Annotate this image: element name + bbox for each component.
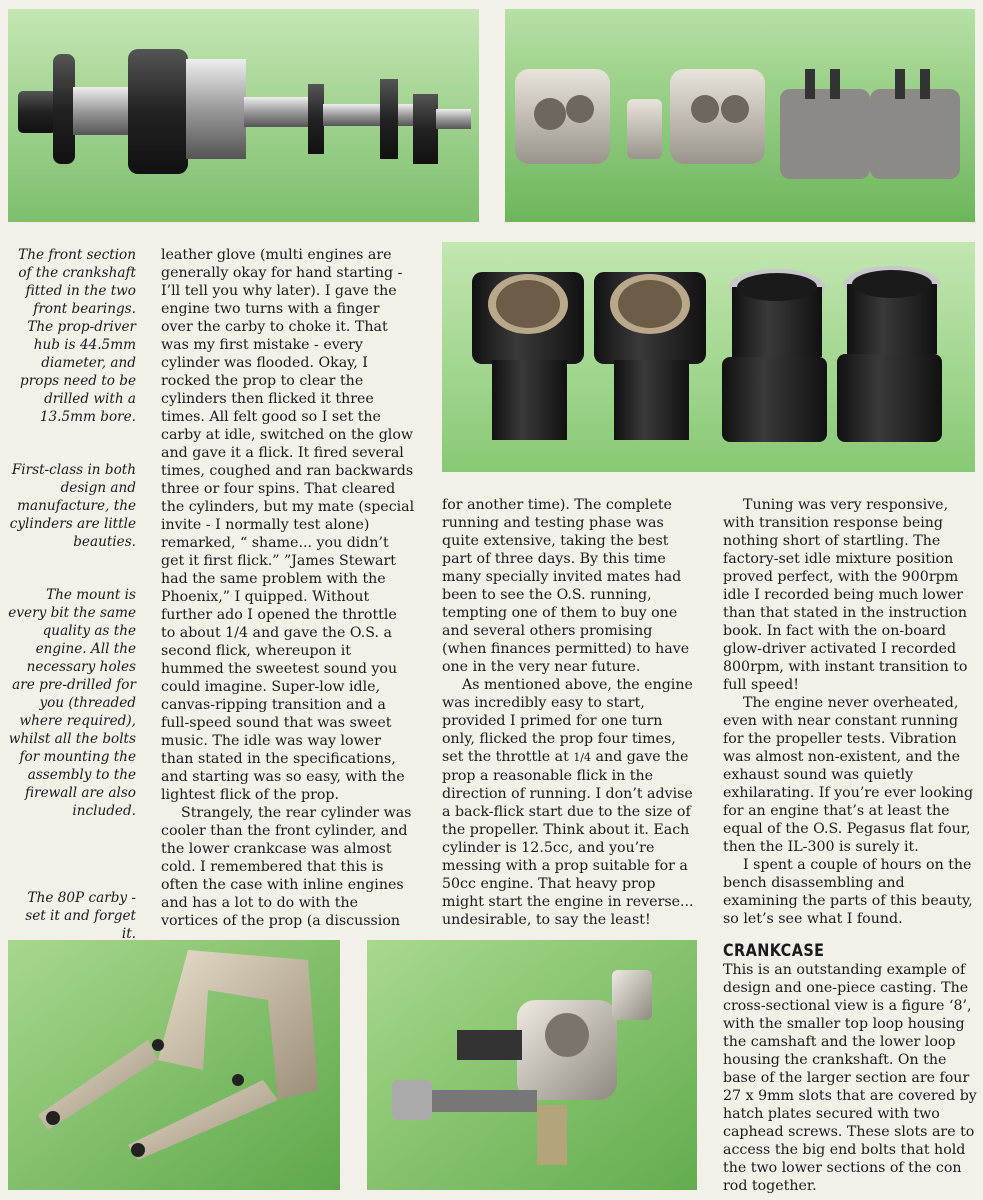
- paragraph-text: As mentioned above, the engine was incredibly easy to start, provided I primed for one turn only, flicked the prop four times, set the throttle at: [442, 677, 693, 765]
- paragraph: [442, 676, 698, 929]
- paragraph-text: and gave the prop a reasonable flick in the direction of running. I don’t advise a back-flick start due to the size of the propeller. Think about it. Each cylinder is 12.5cc, and you’re messing with a prop suitable for a 50cc engine. That heavy prop might start the engine in reverse... undesirable, to say the least!: [442, 749, 694, 928]
- engine-mount-photo: [8, 940, 340, 1190]
- paragraph: This is an outstanding example of design and one-piece casting. The cross-sectional view is a figure ‘8’, with the smaller top loop housing the camshaft and the lower loop housing the crankshaft. On the base of the larger section are four 27 x 9mm slots that are covered by hatch plates secured with two caphead screws. These slots are to access the big end bolts that hold the two lower sections of the con rod together.: [723, 962, 977, 1194]
- crankshaft-photo: [8, 9, 479, 222]
- article-column-1: [161, 246, 415, 930]
- paragraph: leather glove (multi engines are generally okay for hand starting - I’ll tell you why later). I gave the engine two turns with a finger over the carby to choke it. That was my first mistake - every cylinder was flooded. Okay, I rocked the prop to clear the cylinders then flicked it three times. All felt good so I set the carby at idle, switched on the glow and gave it a flick. It fired several times, coughed and ran backwards three or four spins. That cleared the cylinders, but my mate (special invite - I normally test alone) remarked, “ shame... you didn’t get it first flick.” ”James Stewart had the same problem with the Phoenix,” I quipped. Without further ado I opened the throttle to about 1/4 and gave the O.S. a second flick, whereupon it hummed the sweetest sound you could imagine. Super-low idle, canvas-ripping transition and a full-speed sound that was sweet music. The idle was way lower than stated in the specifications, and starting was so easy, with the lightest flick of the prop.: [161, 247, 415, 803]
- article-column-2: [442, 496, 698, 929]
- fraction-quarter: 1/4: [573, 751, 592, 764]
- carburettor-photo: [367, 940, 697, 1190]
- cylinder-heads-photo: [505, 9, 975, 222]
- cylinders-photo: [442, 242, 975, 472]
- section-heading-crankcase: CRANKCASE: [723, 941, 825, 961]
- engine-mount-illustration: [8, 940, 340, 1190]
- caption-mount: The mount is every bit the same quality as the engine. All the necessary holes are pre-drilled for you (threaded where required), whilst all the bolts for mounting the assembly to the firewall are also included.: [8, 587, 136, 819]
- caption-cylinders: First-class in both design and manufacture, the cylinders are little beauties.: [9, 462, 136, 550]
- cylinders-illustration: [442, 242, 975, 472]
- article-column-3: [723, 496, 977, 1195]
- crankshaft-illustration: [8, 9, 479, 222]
- caption-carby: The 80P carby - set it and forget it.: [25, 890, 136, 942]
- carburettor-illustration: [367, 940, 697, 1190]
- caption-crankshaft: The front section of the crankshaft fitted in the two front bearings. The prop-driver hub is 44.5mm diameter, and props need to be drilled with a 13.5mm bore.: [18, 247, 136, 425]
- paragraph: for another time). The complete running and testing phase was quite extensive, taking the best part of three days. By this time many specially invited mates had been to see the O.S. running, tempting one of them to buy one and several others promising (when finances permitted) to have one in the very near future.: [442, 497, 690, 675]
- paragraph: Tuning was very responsive, with transition response being nothing short of startling. The factory-set idle mixture position proved perfect, with the 900rpm idle I recorded being much lower than that stated in the instruction book. In fact with the on-board glow-driver activated I recorded 800rpm, with instant transition to full speed!: [723, 497, 968, 693]
- paragraph: I spent a couple of hours on the bench disassembling and examining the parts of this beauty, so let’s see what I found.: [723, 857, 973, 927]
- paragraph: Strangely, the rear cylinder was cooler than the front cylinder, and the lower crankcase was almost cold. I remembered that this is often the case with inline engines and has a lot to do with the vortices of the prop (a discussion: [161, 805, 412, 929]
- paragraph: The engine never overheated, even with near constant running for the propeller tests. Vibration was almost non-existent, and the exhaust sound was quietly exhilarating. If you’re ever looking for an engine that’s at least the equal of the O.S. Pegasus flat four, then the IL-300 is surely it.: [723, 695, 974, 855]
- cylinder-heads-illustration: [505, 9, 975, 222]
